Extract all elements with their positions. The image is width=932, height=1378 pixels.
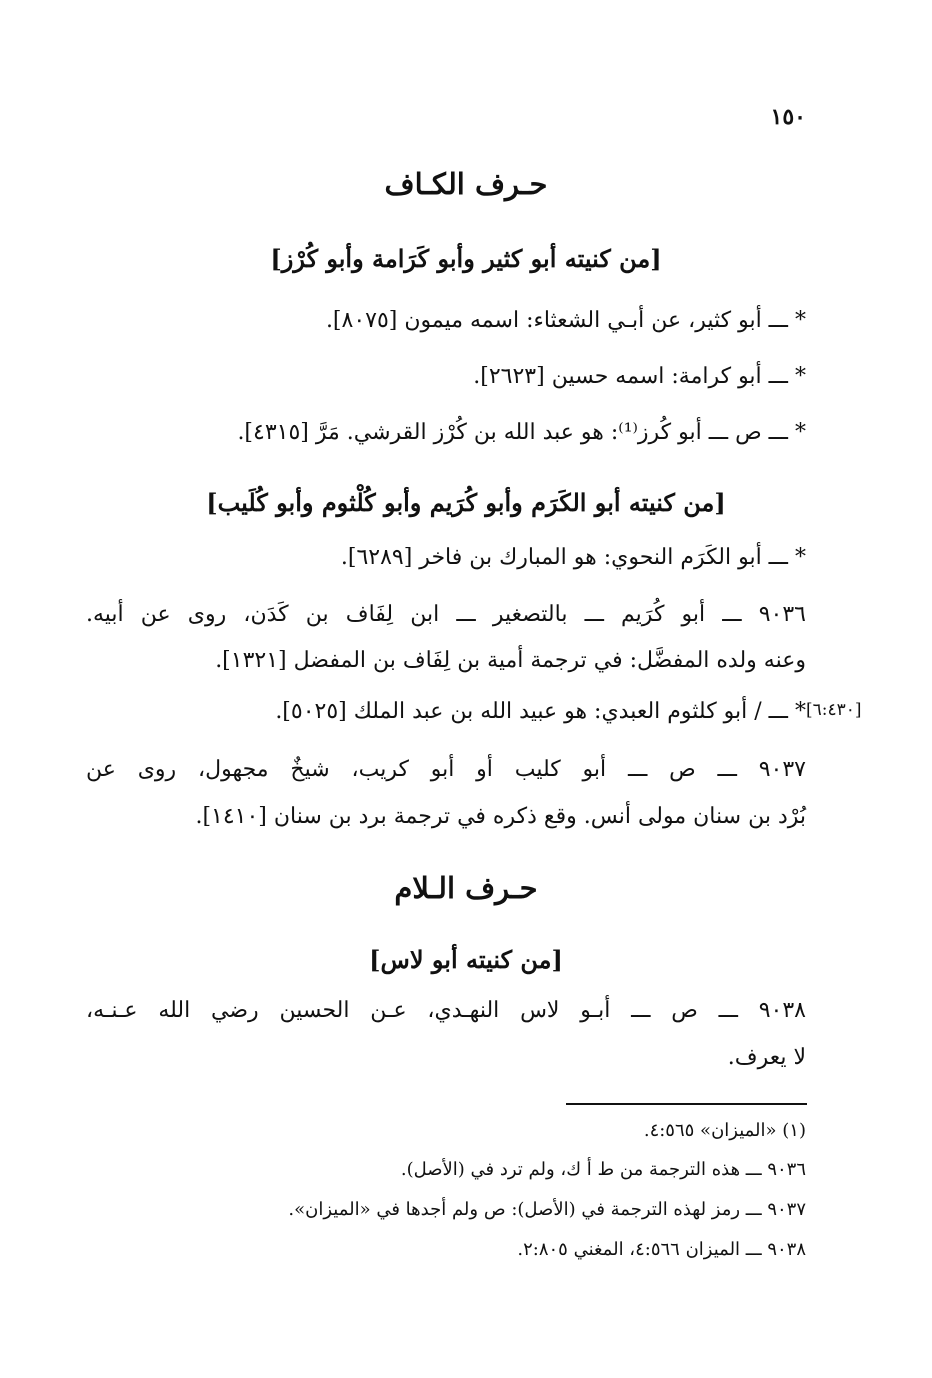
entry-line: بُرْد بن سنان مولى أنس. وقع ذكره في ترجمة برد بن سنان [١٤١٠]. — [195, 804, 806, 829]
section-heading: [من كنيته أبو لاس] — [369, 945, 563, 974]
chapter-heading-lam: حـرف الـلام — [394, 871, 538, 905]
footnote-divider — [566, 1103, 807, 1105]
page-number: ١٥٠ — [770, 104, 806, 130]
footnote: (١) «الميزان» ٤:٥٦٥. — [643, 1120, 806, 1141]
entry-line: * ـــ ص ـــ أبو كُرز⁽¹⁾: هو عبد الله بن كُرْز القرشي. مَرَّ [٤٣١٥]. — [237, 420, 806, 445]
entry-line: * ـــ أبو الكَرَم النحوي: هو المبارك بن فاخر [٦٢٨٩]. — [340, 545, 806, 570]
section-heading: [من كنيته أبو كثير وأبو كَرَامة وأبو كُرْز] — [270, 244, 662, 273]
entry-line: لا يعرف. — [727, 1045, 806, 1070]
entry-line: * ـــ أبو كثير، عن أبـي الشعثاء: اسمه ميمون [٨٠٧٥]. — [325, 308, 806, 333]
entry-line: وعنه ولده المفضَّل: في ترجمة أمية بن لِفَاف بن المفضل [١٣٢١]. — [215, 648, 806, 673]
footnote: ٩٠٣٧ ـــ رمز لهذه الترجمة في (الأصل): ص ولم أجدها في «الميزان». — [288, 1199, 806, 1220]
entry-line: ٩٠٣٧ ـــ ص ـــ أبو كليب أو أبو كريب، شيخٌ مجهول، روى عن — [86, 757, 806, 782]
footnote: ٩٠٣٨ ـــ الميزان ٤:٥٦٦، المغني ٢:٨٠٥. — [517, 1239, 806, 1260]
footnote: ٩٠٣٦ ـــ هذه الترجمة من ط أ ك، ولم ترد في (الأصل). — [400, 1159, 806, 1180]
entry-line: ٩٠٣٨ ـــ ص ـــ أبـو لاس النهـدي، عـن الحسين رضي الله عـنـه، — [86, 998, 806, 1023]
chapter-heading-kaf: حـرف الكـاف — [384, 167, 548, 201]
section-heading: [من كنيته أبو الكَرَم وأبو كُرَيم وأبو كُلْثوم وأبو كُلَيب] — [206, 488, 726, 517]
entry-line: ٩٠٣٦ ـــ أبو كُرَيم ـــ بالتصغير ـــ ابن لِفَاف بن كَدَن، روى عن أبيه. — [86, 602, 806, 627]
entry-line: * ـــ / أبو كلثوم العبدي: هو عبيد الله بن عبد الملك [٥٠٢٥]. — [275, 699, 806, 724]
margin-reference: [٦:٤٣٠] — [806, 700, 862, 720]
entry-line: * ـــ أبو كرامة: اسمه حسين [٢٦٢٣]. — [473, 364, 806, 389]
